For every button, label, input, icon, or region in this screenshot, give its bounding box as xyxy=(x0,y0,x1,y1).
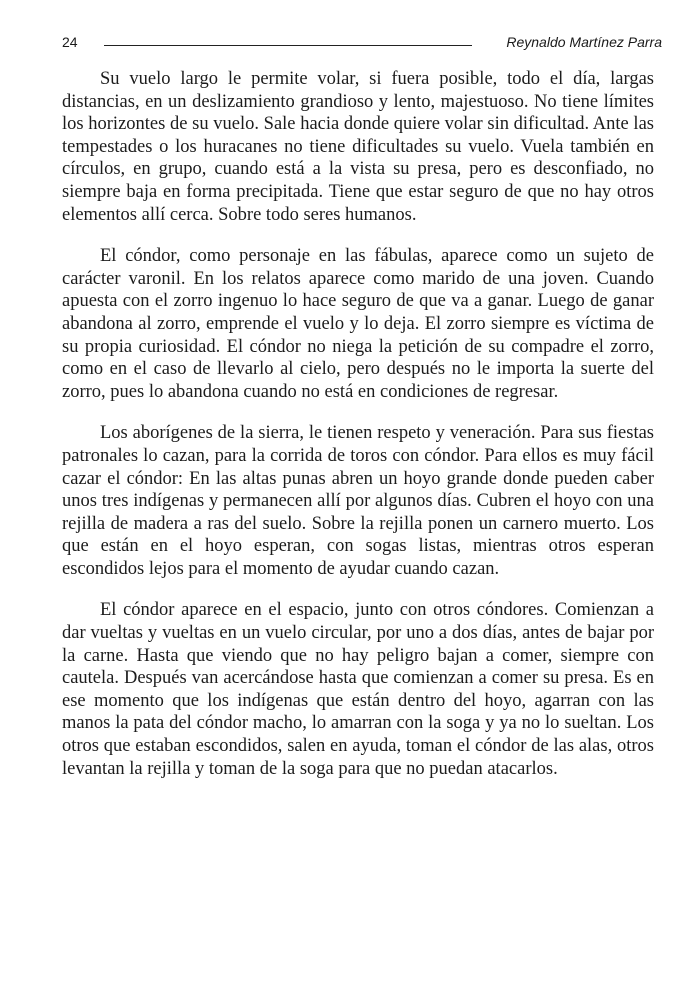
page-number: 24 xyxy=(62,34,78,50)
paragraph-2: El cóndor, como personaje en las fábulas, aparece como un sujeto de carácter varonil. En los relatos aparece como marido de una joven. Cuando apuesta con el zorro ingenuo lo hace seguro de que va a ganar. Luego de ganar abandona al zorro, emprende el vuelo y lo deja. El zorro siempre es víctima de su propia curiosidad. El cóndor no niega la petición de su compadre el zorro, como en el caso de llevarlo al cielo, pero después no le importa la suerte del zorro, pues lo abandona cuando no está en condiciones de regresar. xyxy=(62,246,654,402)
running-header xyxy=(62,34,662,54)
body-text xyxy=(62,68,654,799)
running-head-author: Reynaldo Martínez Parra xyxy=(506,34,662,50)
paragraph-4: El cóndor aparece en el espacio, junto con otros cóndores. Comienzan a dar vueltas y vueltas en un vuelo circular, por uno a dos días, antes de bajar por la carne. Hasta que viendo que no hay peligro bajan a comer, siempre con cautela. Después van acercándose hasta que comienzan a comer su presa. Es en ese momento que los indígenas que están dentro del hoyo, agarran con las manos la pata del cóndor macho, lo amarran con la soga y ya no lo sueltan. Los otros que estaban escondidos, salen en ayuda, toman el cóndor de las alas, otros levantan la rejilla y toman de la soga para que no puedan atacarlos. xyxy=(62,600,654,779)
paragraph-3: Los aborígenes de la sierra, le tienen respeto y veneración. Para sus fiestas patronales lo cazan, para la corrida de toros con cóndor. Para ellos es muy fácil cazar el cóndor: En las altas punas abren un hoyo grande donde pueden caber unos tres indígenas y permanecen allí por algunos días. Cubren el hoyo con una rejilla de madera a ras del suelo. Sobre la rejilla ponen un carnero muerto. Los que están en el hoyo esperan, con sogas listas, mientras otros esperan escondidos lejos para el momento de ayudar cuando cazan. xyxy=(62,423,654,579)
header-rule xyxy=(104,45,472,46)
paragraph-1: Su vuelo largo le permite volar, si fuera posible, todo el día, largas distancias, en un deslizamiento grandioso y lento, majestuoso. No tiene límites los horizontes de su vuelo. Sale hacia donde quiere volar sin dificultad. Ante las tempestades o los huracanes no tiene dificultades su vuelo. Vuela también en círculos, en grupo, cuando está a la vista su presa, pero es desconfiado, no siempre baja en forma precipitada. Tiene que estar seguro de que no hay otros elementos allí cerca. Sobre todo seres humanos. xyxy=(62,69,654,225)
